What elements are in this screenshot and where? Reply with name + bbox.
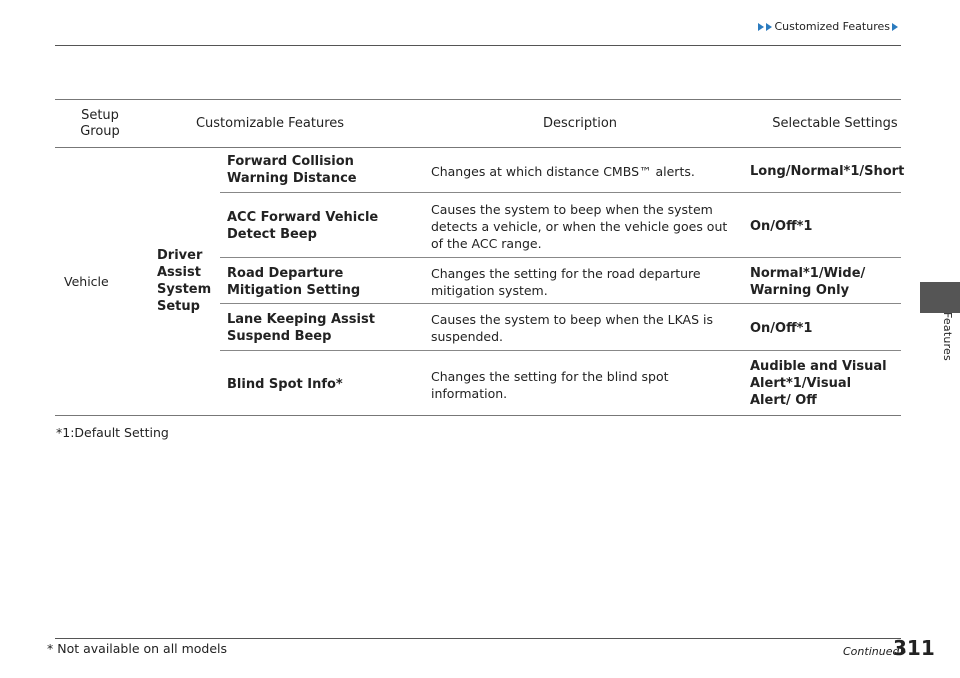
feature-blind-spot-info: Blind Spot Info* xyxy=(227,377,343,392)
feature-fcw-distance: Forward Collision Warning Distance xyxy=(227,154,357,186)
group-vehicle: Vehicle xyxy=(64,274,109,289)
settings-acc-beep: On/Off*1 xyxy=(750,219,813,234)
continued-text: Continued xyxy=(843,645,900,658)
subgroup-driver-assist: Driver Assist System Setup xyxy=(157,248,212,314)
settings-blind-spot-info: Audible and Visual Alert*1/Visual Alert/ Off xyxy=(750,359,887,408)
page-number: 311 xyxy=(893,636,935,660)
settings-lkas-beep: On/Off*1 xyxy=(750,321,813,336)
feature-acc-beep: ACC Forward Vehicle Detect Beep xyxy=(227,210,379,242)
table-header-rule xyxy=(55,147,901,148)
row-divider xyxy=(220,303,901,304)
arrow-icon xyxy=(892,23,898,31)
feature-lkas-beep: Lane Keeping Assist Suspend Beep xyxy=(227,312,375,344)
row-divider xyxy=(220,192,901,193)
header-customizable-features: Customizable Features xyxy=(195,116,345,131)
section-tab xyxy=(920,282,960,313)
section-tab-label: Features xyxy=(941,312,954,361)
footnote-default-setting: *1:Default Setting xyxy=(56,425,169,440)
table-bottom-rule xyxy=(55,415,901,416)
description-fcw-distance: Changes at which distance CMBS™ alerts. xyxy=(431,164,695,179)
settings-rdm-setting: Normal*1/Wide/ Warning Only xyxy=(750,266,866,298)
description-acc-beep: Causes the system to beep when the system detects a vehicle, or when the vehicle goes out of the ACC range. xyxy=(431,202,728,251)
settings-fcw-distance: Long/Normal*1/Short xyxy=(750,164,905,179)
description-rdm-setting: Changes the setting for the road departure mitigation system. xyxy=(431,266,701,298)
row-divider xyxy=(220,257,901,258)
not-available-note: * Not available on all models xyxy=(47,641,228,656)
table-top-rule xyxy=(55,99,901,100)
header-description: Description xyxy=(542,116,618,131)
header-selectable-settings: Selectable Settings xyxy=(772,116,898,131)
breadcrumb xyxy=(758,20,898,33)
breadcrumb-section: Customized Features xyxy=(774,20,890,33)
row-divider xyxy=(220,350,901,351)
header-divider xyxy=(55,45,901,46)
arrow-icon xyxy=(766,23,772,31)
footer-divider xyxy=(55,638,901,639)
description-blind-spot-info: Changes the setting for the blind spot information. xyxy=(431,369,669,401)
arrow-icon xyxy=(758,23,764,31)
description-lkas-beep: Causes the system to beep when the LKAS is suspended. xyxy=(431,312,714,344)
header-setup-group: Setup Group xyxy=(80,108,120,139)
feature-rdm-setting: Road Departure Mitigation Setting xyxy=(227,266,361,298)
